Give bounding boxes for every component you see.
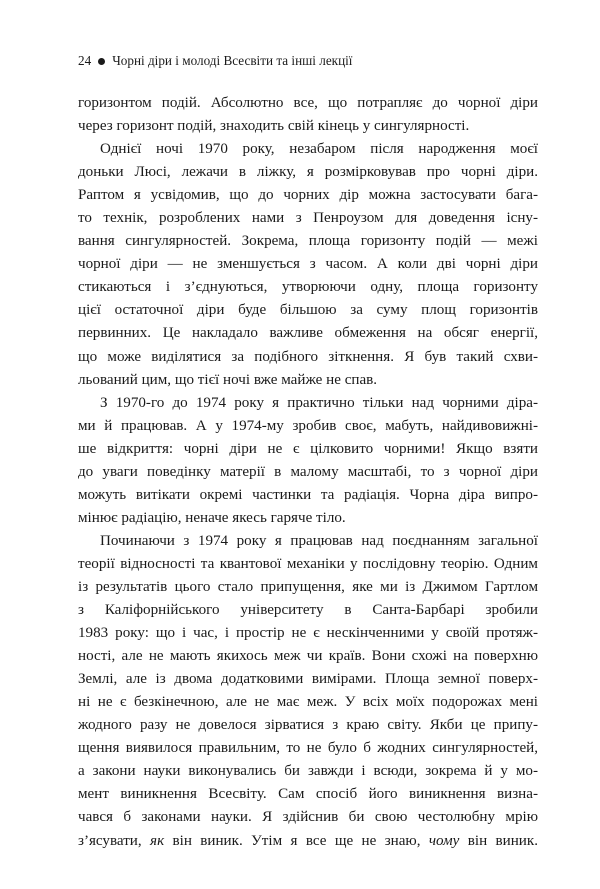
text-line: доньки Люсі, лежачи в ліжку, я розмірковував про чорні діри.: [78, 164, 538, 181]
text-line: чорної діри — не зменшується з часом. А коли дві чорні діри: [78, 256, 538, 273]
text-line: ше відкриття: чорні діри не є цілковито чорними! Якщо взяти: [78, 440, 538, 457]
text-line: 1983 року: що і час, і простір не є нескінченними у своїй протяж-: [78, 625, 538, 642]
running-title: Чорні діри і молоді Всесвіти та інші лекції: [112, 53, 353, 68]
text-line: а закони науки виконувались би завжди і всюди, зокрема й у мо-: [78, 763, 538, 780]
text-run: з’ясувати,: [78, 832, 151, 849]
text-line: ми й працював. А у 1974-му зробив своє, мабуть, найдивовижні-: [78, 417, 538, 434]
text-line: можуть витікати окремі частинки та радіація. Чорна діра випро-: [78, 486, 538, 503]
text-line: чався б законами науки. Я здійснив би свою честолюбну мрію: [78, 809, 538, 826]
paragraph: [78, 392, 538, 530]
text-line: З 1970-го до 1974 року я практично тільки над чорними діра-: [100, 394, 538, 411]
paragraph: [78, 530, 538, 853]
text-line: цієї остаточної діри буде більшою за суму площ горизонтів: [78, 302, 538, 319]
text-line: з Каліфорнійського університету в Санта-Барбарі зробили: [78, 602, 538, 619]
text-line: первинних. Це накладало важливе обмеження на обсяг енергії,: [78, 325, 538, 342]
text-run: він виник.: [459, 832, 538, 849]
text-line: щення виявилося правильним, то не було б жодних сингулярностей,: [78, 740, 538, 757]
page-number: 24: [78, 53, 92, 68]
text-line: Землі, але із двома додатковими вимірами. Площа земної поверх-: [78, 671, 538, 688]
text-line-final: [78, 830, 538, 853]
text-line: вання сингулярностей. Зокрема, площа горизонту подій — межі: [78, 233, 538, 250]
text-line: через горизонт подій, знаходить свій кінець у сингулярності.: [78, 118, 470, 135]
running-header: [78, 53, 352, 69]
text-line: мінює радіацію, неначе якесь гаряче тіло.: [78, 509, 346, 526]
text-line: горизонтом подій. Абсолютно все, що потрапляє до чорної діри: [78, 95, 538, 111]
text-line: ності, але не мають якихось меж чи країв. Вони схожі на поверхню: [78, 648, 538, 665]
italic-word: як: [150, 832, 165, 849]
text-line: мент виникнення Всесвіту. Сам спосіб його виникнення визна-: [78, 786, 538, 803]
text-line: стикаються і з’єднуються, утворюючи одну, площа горизонту: [78, 279, 538, 296]
text-line: Однієї ночі 1970 року, незабаром після народження моєї: [100, 141, 538, 158]
bullet-separator: [98, 58, 105, 65]
body-text: [78, 92, 538, 853]
text-line: що може виділятися за подібного зіткнення. Я був такий схви-: [78, 348, 538, 365]
paragraph: [78, 138, 538, 392]
text-line: Раптом я усвідомив, що до чорних дір можна застосувати бага-: [78, 187, 538, 204]
text-line: до уваги поведінку матерії в малому масштабі, то з чорної діри: [78, 463, 538, 480]
text-line: теорії відносності та квантової механіки у послідовну теорію. Одним: [78, 555, 538, 572]
text-line: жодного разу не довелося зірватися з краю світу. Якби це припу-: [78, 717, 538, 734]
paragraph: [78, 92, 538, 138]
text-line: Починаючи з 1974 року я працював над поєднанням загальної: [100, 532, 538, 549]
italic-word: чому: [428, 832, 460, 849]
text-line: льований цим, що тієї ночі вже майже не спав.: [78, 371, 378, 388]
text-run: він виник. Утім я все ще не знаю,: [164, 832, 429, 849]
text-line: то технік, розроблених нами з Пенроузом для доведення існу-: [78, 210, 538, 227]
text-line: із результатів цього стало припущення, яке ми із Джимом Гартлом: [78, 578, 538, 595]
text-line: ні не є безкінечною, але не має меж. У всіх моїх подорожах мені: [78, 694, 538, 711]
